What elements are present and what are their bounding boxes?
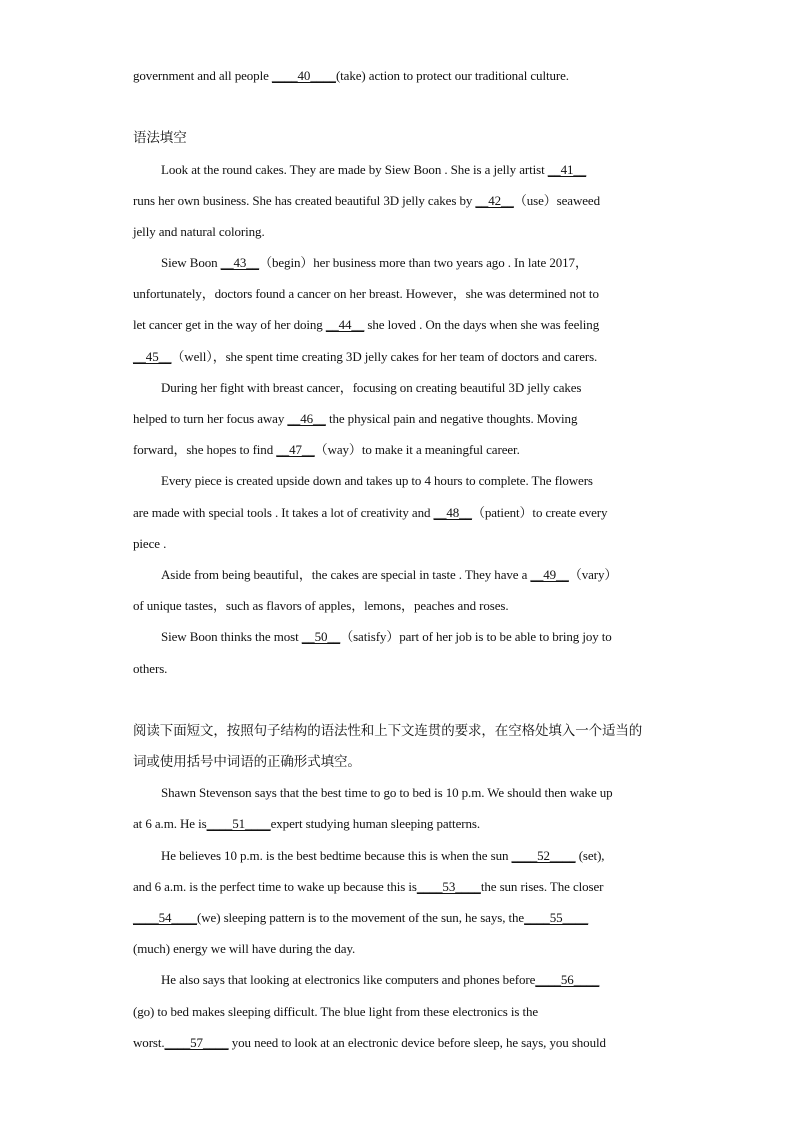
text-line: at 6 a.m. He is____51____expert studying human sleeping patterns. bbox=[133, 816, 480, 831]
blank: __42__ bbox=[475, 193, 514, 208]
blank: __44__ bbox=[325, 317, 365, 332]
text-line: piece . bbox=[133, 536, 167, 551]
blank: ____55____ bbox=[524, 910, 589, 925]
text-line: During her fight with breast cancer，focusing on creating beautiful 3D jelly cakes bbox=[161, 380, 582, 395]
text-line: Aside from being beautiful，the cakes are special in taste . They have a __49__（vary） bbox=[161, 567, 618, 582]
blank: __43__ bbox=[220, 255, 260, 270]
blank: __45__ bbox=[133, 349, 172, 364]
text-line: He believes 10 p.m. is the best bedtime because this is when the sun ____52____ (set), bbox=[161, 848, 605, 863]
text-line: let cancer get in the way of her doing __44__ she loved . On the days when she was feeling bbox=[133, 317, 600, 332]
text-line: runs her own business. She has created beautiful 3D jelly cakes by __42__（use）seaweed bbox=[133, 193, 600, 208]
text-line: are made with special tools . It takes a lot of creativity and __48__（patient）to create every bbox=[133, 505, 608, 520]
text-line: Siew Boon __43__（begin）her business more than two years ago . In late 2017， bbox=[161, 255, 588, 270]
text-line: (go) to bed makes sleeping difficult. The blue light from these electronics is the bbox=[133, 1004, 539, 1019]
blank: __48__ bbox=[433, 505, 472, 520]
text-line: government and all people ____40____(take) action to protect our traditional culture. bbox=[133, 68, 569, 83]
text-line: __45__（well），she spent time creating 3D jelly cakes for her team of doctors and carers. bbox=[133, 349, 598, 364]
text-line: of unique tastes，such as flavors of apples，lemons，peaches and roses. bbox=[133, 598, 509, 613]
blank: __49__ bbox=[530, 567, 569, 582]
blank: ____51____ bbox=[206, 816, 271, 831]
text-line: Shawn Stevenson says that the best time to go to bed is 10 p.m. We should then wake up bbox=[161, 785, 613, 800]
section-instructions: 阅读下面短文，按照句子结构的语法性和上下文连贯的要求，在空格处填入一个适当的 bbox=[133, 723, 643, 739]
text-line: helped to turn her focus away __46__ the physical pain and negative thoughts. Moving bbox=[133, 411, 578, 426]
blank: ____52____ bbox=[511, 848, 576, 863]
text-line: jelly and natural coloring. bbox=[133, 224, 265, 239]
text-line: ____54____(we) sleeping pattern is to the movement of the sun, he says, the____55____ bbox=[133, 910, 589, 925]
section-instructions: 词或使用括号中词语的正确形式填空。 bbox=[133, 754, 361, 770]
text-line: forward，she hopes to find __47__（way）to make it a meaningful career. bbox=[133, 442, 520, 457]
text-line: and 6 a.m. is the perfect time to wake up because this is____53____the sun rises. The closer bbox=[133, 879, 604, 894]
text-line: He also says that looking at electronics like computers and phones before____56____ bbox=[161, 972, 600, 987]
text-line: others. bbox=[133, 661, 168, 676]
blank: ____56____ bbox=[535, 972, 600, 987]
blank: ____53____ bbox=[416, 879, 481, 894]
text-line: unfortunately，doctors found a cancer on her breast. However，she was determined not to bbox=[133, 286, 599, 301]
blank: ____40____ bbox=[271, 68, 336, 83]
blank: ____54____ bbox=[133, 910, 198, 925]
blank: ____57____ bbox=[164, 1035, 229, 1050]
blank: __46__ bbox=[287, 411, 326, 426]
text-line: worst.____57____ you need to look at an electronic device before sleep, he says, you should bbox=[133, 1035, 606, 1050]
text-line: Siew Boon thinks the most __50__（satisfy）part of her job is to be able to bring joy to bbox=[161, 629, 612, 644]
text-line: Every piece is created upside down and takes up to 4 hours to complete. The flowers bbox=[161, 473, 593, 488]
blank: __50__ bbox=[301, 629, 341, 644]
blank: __41__ bbox=[547, 162, 587, 177]
text-line: Look at the round cakes. They are made by Siew Boon . She is a jelly artist __41__ bbox=[161, 162, 587, 177]
section-heading: 语法填空 bbox=[133, 130, 187, 146]
text-line: (much) energy we will have during the day. bbox=[133, 941, 356, 956]
blank: __47__ bbox=[276, 442, 315, 457]
